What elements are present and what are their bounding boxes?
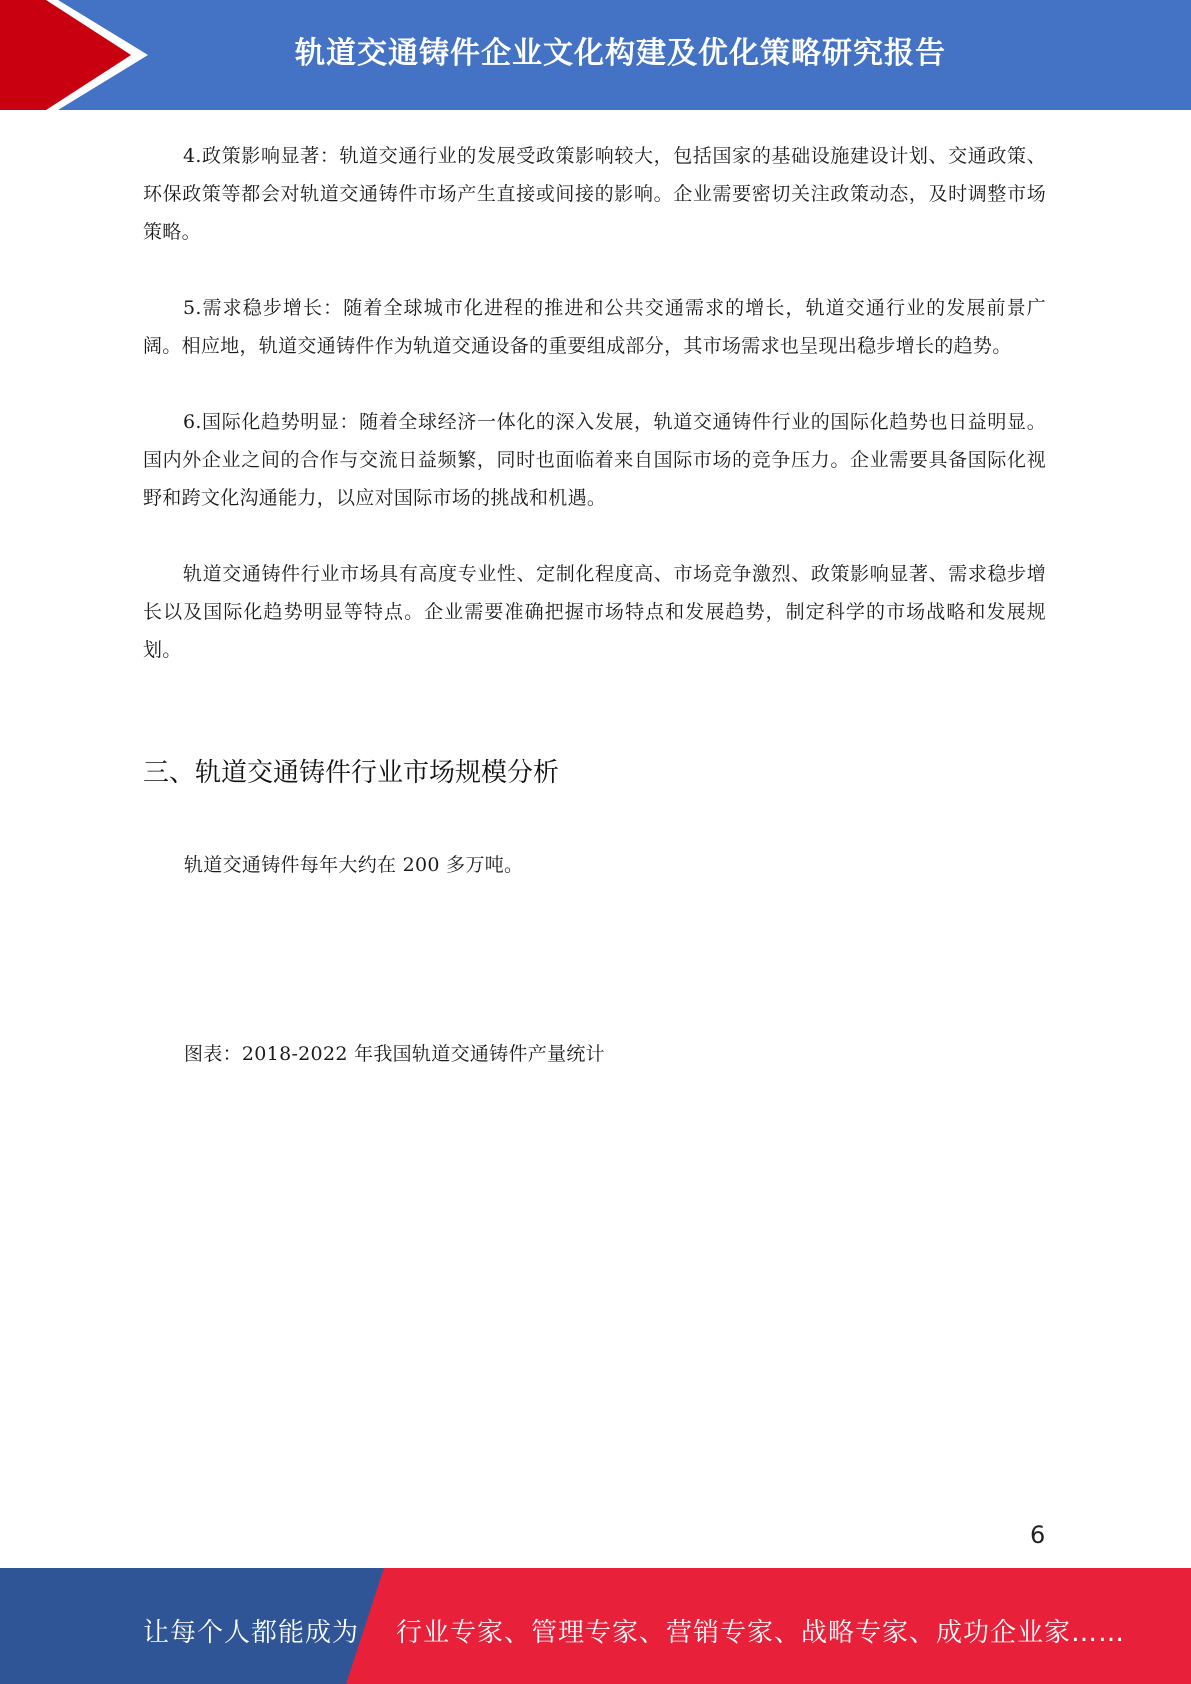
paragraph-policy-impact: 4.政策影响显著：轨道交通行业的发展受政策影响较大，包括国家的基础设施建设计划、交通政策、环保政策等都会对轨道交通铸件市场产生直接或间接的影响。企业需要密切关注政策动态，及时调整市场策略。 bbox=[143, 145, 1046, 243]
main-content bbox=[143, 137, 1046, 707]
header-chevron-decoration bbox=[0, 0, 160, 110]
figure-caption: 图表：2018-2022 年我国轨道交通铸件产量统计 bbox=[184, 1043, 605, 1065]
paragraph-internationalization: 6.国际化趋势明显：随着全球经济一体化的深入发展，轨道交通铸件行业的国际化趋势也日益明显。国内外企业之间的合作与交流日益频繁，同时也面临着来自国际市场的竞争压力。企业需要具备国际化视野和跨文化沟通能力，以应对国际市场的挑战和机遇。 bbox=[143, 411, 1046, 509]
footer-slogan-right: 行业专家、管理专家、营销专家、战略专家、成功企业家…… bbox=[396, 1618, 1126, 1648]
footer-slogan-left: 让每个人都能成为 bbox=[143, 1618, 360, 1648]
page-number: 6 bbox=[1030, 1521, 1046, 1549]
paragraph-market-summary: 轨道交通铸件行业市场具有高度专业性、定制化程度高、市场竞争激烈、政策影响显著、需求稳步增长以及国际化趋势明显等特点。企业需要准确把握市场特点和发展趋势，制定科学的市场战略和发展规划。 bbox=[143, 563, 1046, 661]
paragraph-demand-growth: 5.需求稳步增长：随着全球城市化进程的推进和公共交通需求的增长，轨道交通行业的发展前景广阔。相应地，轨道交通铸件作为轨道交通设备的重要组成部分，其市场需求也呈现出稳步增长的趋势。 bbox=[143, 297, 1046, 357]
market-size-statement: 轨道交通铸件每年大约在 200 多万吨。 bbox=[184, 854, 524, 876]
page-footer bbox=[0, 1568, 1191, 1684]
section-heading: 三、轨道交通铸件行业市场规模分析 bbox=[143, 758, 560, 788]
report-title: 轨道交通铸件企业文化构建及优化策略研究报告 bbox=[295, 36, 946, 71]
page-header bbox=[0, 0, 1191, 110]
